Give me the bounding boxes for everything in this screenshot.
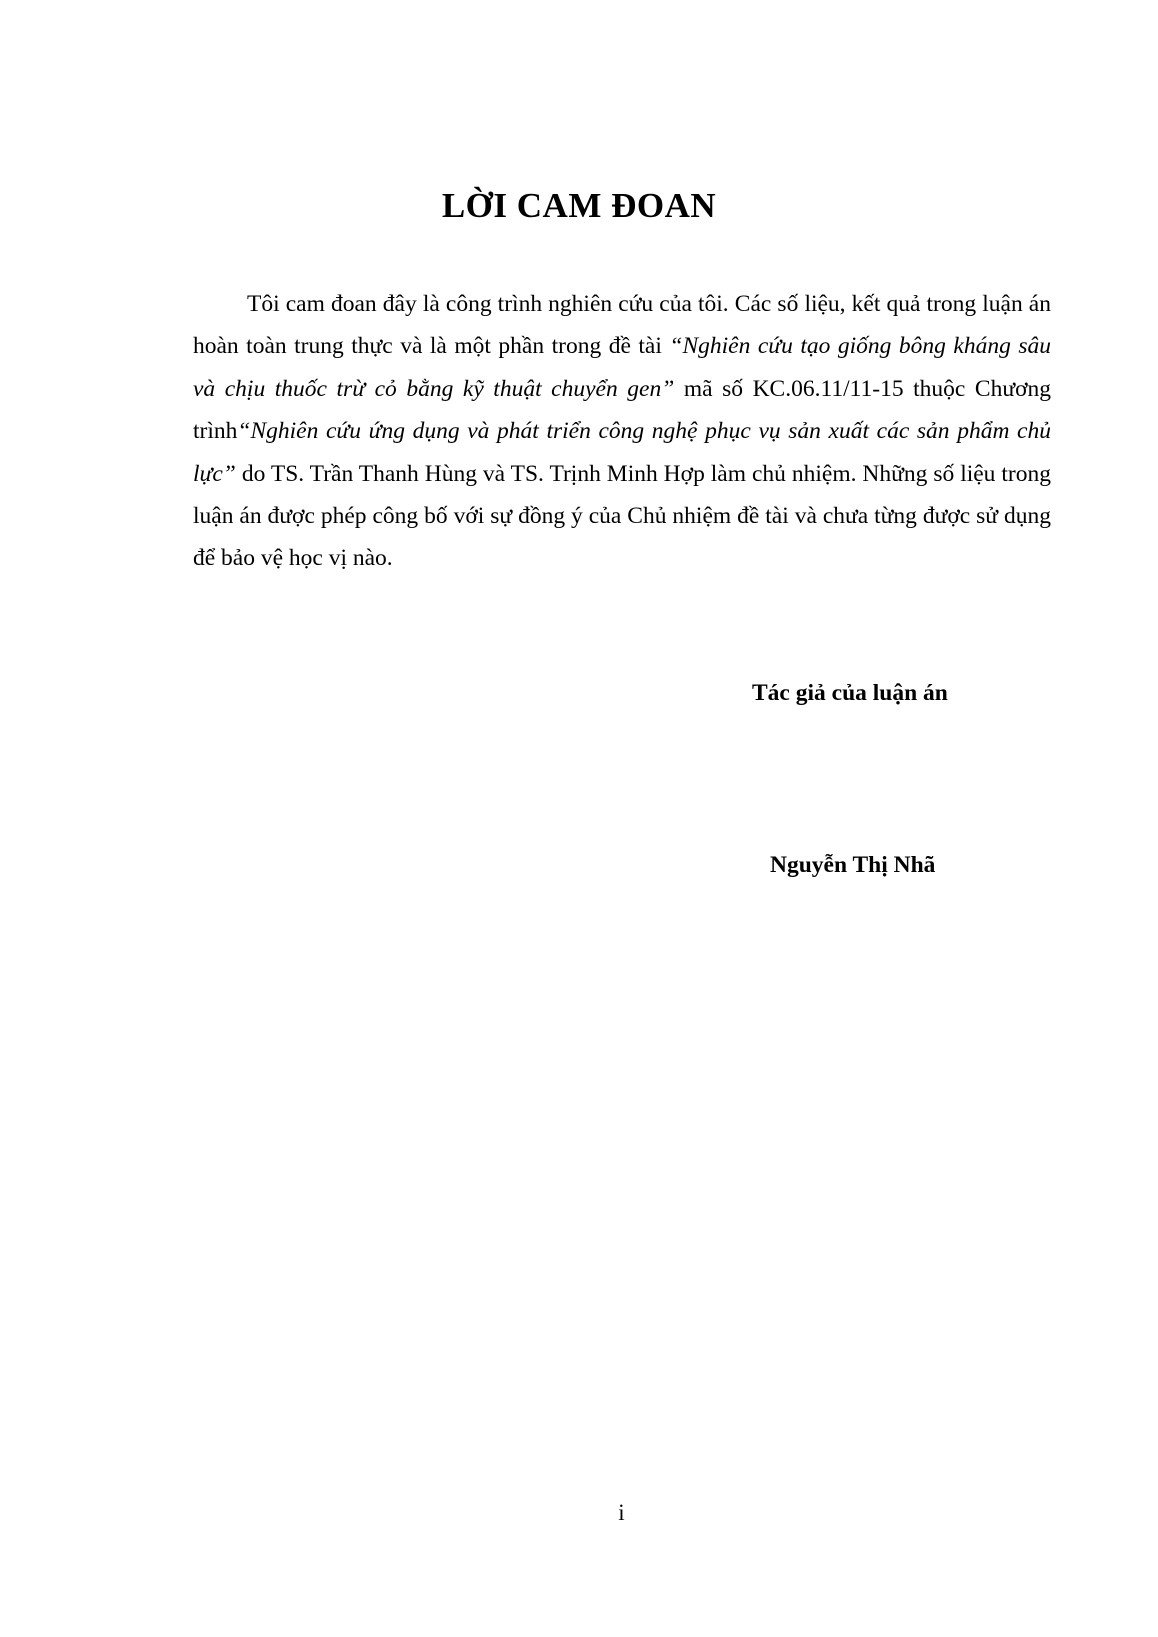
declaration-paragraph <box>193 283 1051 580</box>
author-name: Nguyễn Thị Nhã <box>770 852 936 878</box>
paragraph-text-part1: Tôi cam đoan đây là công trình nghiên cứu của tôi. Các số liệu, kết quả trong luận án hoàn toàn trung thực và là một phần trong đề tài <box>193 291 1051 360</box>
project-title: “Nghiên cứu tạo giống bông kháng sâu và chịu thuốc trừ cỏ bằng kỹ thuật chuyển gen” <box>193 333 1051 402</box>
page-number: i <box>618 1500 625 1525</box>
paragraph-text-part3: do TS. Trần Thanh Hùng và TS. Trịnh Minh Hợp làm chủ nhiệm. Những số liệu trong luận án được phép công bố với sự đồng ý của Chủ nhiệm đề tài và chưa từng được sử dụng để bảo vệ học vị nào. <box>193 460 1051 572</box>
paragraph-text-part2: mã số KC.06.11/11-15 thuộc Chương trình <box>193 375 1051 445</box>
program-title: “Nghiên cứu ứng dụng và phát triển công nghệ phục vụ sản xuất các sản phẩm chủ lực” <box>193 418 1051 487</box>
signature-label: Tác giả của luận án <box>752 680 948 706</box>
page-title: LỜI CAM ĐOAN <box>441 186 717 225</box>
